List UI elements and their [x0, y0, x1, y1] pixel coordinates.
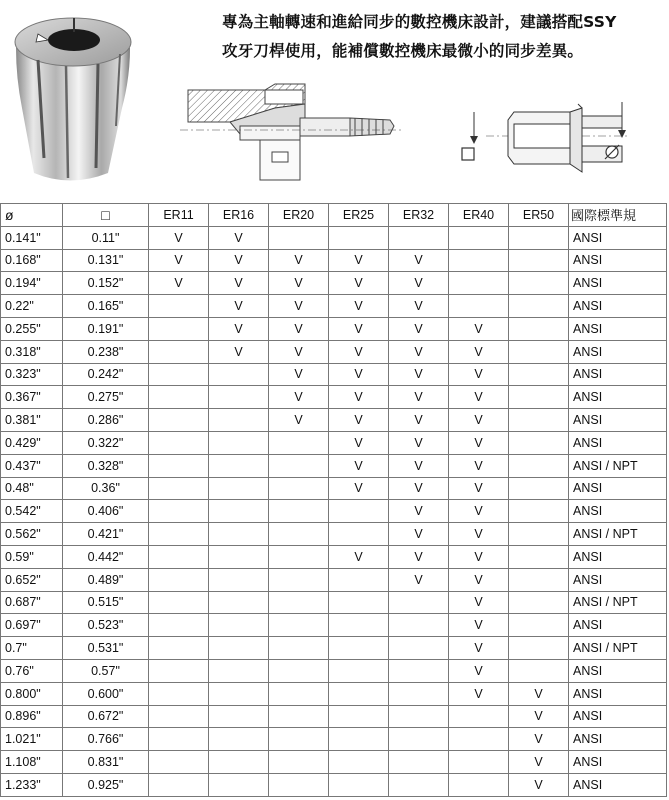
table-row: [1, 523, 667, 546]
table-row: [1, 614, 667, 637]
description-line-1: 專為主軸轉速和進給同步的數控機床設計，建議搭配SSY: [222, 13, 617, 31]
cell-er16-mark: [209, 363, 269, 386]
cell-er25-mark: V: [329, 454, 389, 477]
cell-diameter: 1.108": [1, 751, 63, 774]
cell-diameter: 0.194": [1, 272, 63, 295]
cell-er16-mark: [209, 568, 269, 591]
cell-square: 0.600": [63, 682, 149, 705]
cell-er32-mark: V: [389, 500, 449, 523]
cell-er11-mark: [149, 523, 209, 546]
cell-diameter: 1.233": [1, 773, 63, 796]
cell-er11-mark: [149, 340, 209, 363]
cell-er40-mark: V: [449, 500, 509, 523]
cell-er40-mark: [449, 295, 509, 318]
cell-er25-mark: [329, 659, 389, 682]
cell-diameter: 0.896": [1, 705, 63, 728]
cell-er25-mark: [329, 682, 389, 705]
cell-er32-mark: [389, 728, 449, 751]
cell-er16-mark: V: [209, 295, 269, 318]
cell-square: 0.57": [63, 659, 149, 682]
cell-er16-mark: [209, 523, 269, 546]
cell-er25-mark: [329, 568, 389, 591]
cell-er25-mark: [329, 637, 389, 660]
cell-standard: ANSI: [569, 249, 667, 272]
cell-er20-mark: [269, 431, 329, 454]
cell-er16-mark: [209, 751, 269, 774]
cell-diameter: 1.021": [1, 728, 63, 751]
cell-er20-mark: [269, 682, 329, 705]
collet-illustration: [8, 8, 138, 188]
cell-standard: ANSI: [569, 340, 667, 363]
table-row: [1, 386, 667, 409]
cell-er20-mark: V: [269, 295, 329, 318]
cell-er40-mark: [449, 705, 509, 728]
cell-er11-mark: V: [149, 272, 209, 295]
cell-standard: ANSI: [569, 272, 667, 295]
cell-square: 0.766": [63, 728, 149, 751]
cell-standard: ANSI: [569, 363, 667, 386]
cell-er40-mark: [449, 249, 509, 272]
cell-diameter: 0.697": [1, 614, 63, 637]
cell-standard: ANSI: [569, 659, 667, 682]
table-row: [1, 659, 667, 682]
cell-square: 0.442": [63, 545, 149, 568]
cell-er25-mark: V: [329, 295, 389, 318]
cell-square: 0.489": [63, 568, 149, 591]
cell-diameter: 0.48": [1, 477, 63, 500]
table-body: [1, 226, 667, 796]
cell-er20-mark: V: [269, 340, 329, 363]
cell-er11-mark: [149, 751, 209, 774]
cell-er40-mark: V: [449, 454, 509, 477]
cell-er20-mark: [269, 226, 329, 249]
cell-er11-mark: [149, 568, 209, 591]
cell-er20-mark: [269, 659, 329, 682]
cell-er50-mark: [509, 614, 569, 637]
cell-er20-mark: [269, 614, 329, 637]
cell-er50-mark: [509, 659, 569, 682]
cell-er20-mark: [269, 477, 329, 500]
cell-er40-mark: [449, 751, 509, 774]
cell-er11-mark: [149, 773, 209, 796]
table-row: [1, 226, 667, 249]
cell-er50-mark: V: [509, 682, 569, 705]
cell-er16-mark: V: [209, 317, 269, 340]
cell-er32-mark: V: [389, 477, 449, 500]
cell-er11-mark: V: [149, 249, 209, 272]
cell-standard: ANSI: [569, 317, 667, 340]
cell-er25-mark: V: [329, 272, 389, 295]
cell-diameter: 0.59": [1, 545, 63, 568]
cell-er11-mark: [149, 363, 209, 386]
table-row: [1, 272, 667, 295]
cell-er20-mark: [269, 545, 329, 568]
cell-er20-mark: V: [269, 317, 329, 340]
cell-standard: ANSI / NPT: [569, 454, 667, 477]
table-row: [1, 545, 667, 568]
cell-standard: ANSI / NPT: [569, 523, 667, 546]
table-row: [1, 705, 667, 728]
cell-er11-mark: [149, 295, 209, 318]
cell-er16-mark: [209, 614, 269, 637]
cell-standard: ANSI: [569, 773, 667, 796]
cell-square: 0.531": [63, 637, 149, 660]
cell-square: 0.152": [63, 272, 149, 295]
cell-er25-mark: [329, 500, 389, 523]
cell-er50-mark: [509, 431, 569, 454]
cell-er25-mark: V: [329, 431, 389, 454]
cell-er25-mark: [329, 523, 389, 546]
cell-er16-mark: [209, 477, 269, 500]
cell-er20-mark: V: [269, 363, 329, 386]
cell-square: 0.421": [63, 523, 149, 546]
cell-er50-mark: [509, 363, 569, 386]
cell-er11-mark: [149, 705, 209, 728]
cell-er40-mark: V: [449, 659, 509, 682]
cell-diameter: 0.141": [1, 226, 63, 249]
cell-diameter: 0.800": [1, 682, 63, 705]
cell-square: 0.672": [63, 705, 149, 728]
cell-er20-mark: [269, 773, 329, 796]
cell-diameter: 0.381": [1, 409, 63, 432]
cell-diameter: 0.429": [1, 431, 63, 454]
cell-er50-mark: [509, 295, 569, 318]
cell-er40-mark: V: [449, 340, 509, 363]
header-er11: ER11: [149, 204, 209, 227]
cell-er40-mark: V: [449, 317, 509, 340]
table-row: [1, 773, 667, 796]
cell-er25-mark: [329, 614, 389, 637]
cell-er40-mark: V: [449, 591, 509, 614]
cell-square: 0.328": [63, 454, 149, 477]
cell-square: 0.831": [63, 751, 149, 774]
cell-er40-mark: V: [449, 409, 509, 432]
cell-diameter: 0.437": [1, 454, 63, 477]
table-row: [1, 295, 667, 318]
cell-diameter: 0.542": [1, 500, 63, 523]
cell-er32-mark: V: [389, 249, 449, 272]
cell-square: 0.925": [63, 773, 149, 796]
cell-er50-mark: [509, 637, 569, 660]
cell-diameter: 0.76": [1, 659, 63, 682]
square-symbol-icon: [462, 148, 474, 160]
cell-diameter: 0.7": [1, 637, 63, 660]
cell-er11-mark: [149, 386, 209, 409]
cell-standard: ANSI: [569, 226, 667, 249]
cell-er50-mark: V: [509, 751, 569, 774]
cell-standard: ANSI: [569, 545, 667, 568]
cell-standard: ANSI: [569, 409, 667, 432]
cell-square: 0.286": [63, 409, 149, 432]
cell-er11-mark: [149, 637, 209, 660]
cell-standard: ANSI / NPT: [569, 637, 667, 660]
table-row: [1, 363, 667, 386]
cell-er20-mark: [269, 751, 329, 774]
cell-er11-mark: [149, 477, 209, 500]
cell-er50-mark: V: [509, 705, 569, 728]
cell-er50-mark: [509, 454, 569, 477]
cell-diameter: 0.318": [1, 340, 63, 363]
cell-er11-mark: [149, 659, 209, 682]
cell-square: 0.11": [63, 226, 149, 249]
table-row: [1, 431, 667, 454]
cell-er16-mark: V: [209, 340, 269, 363]
cell-standard: ANSI: [569, 705, 667, 728]
cell-er50-mark: [509, 409, 569, 432]
cell-er16-mark: [209, 659, 269, 682]
cell-er20-mark: V: [269, 249, 329, 272]
cell-er16-mark: [209, 454, 269, 477]
cell-er11-mark: V: [149, 226, 209, 249]
cell-standard: ANSI: [569, 295, 667, 318]
table-row: [1, 340, 667, 363]
cell-er11-mark: [149, 409, 209, 432]
cell-er32-mark: V: [389, 363, 449, 386]
table-row: [1, 568, 667, 591]
cell-er25-mark: [329, 705, 389, 728]
cell-er25-mark: V: [329, 317, 389, 340]
cell-er16-mark: V: [209, 226, 269, 249]
cell-er50-mark: [509, 545, 569, 568]
cell-er50-mark: [509, 340, 569, 363]
cell-er11-mark: [149, 500, 209, 523]
cell-er32-mark: [389, 682, 449, 705]
cell-standard: ANSI: [569, 751, 667, 774]
cell-er40-mark: V: [449, 386, 509, 409]
header-er25: ER25: [329, 204, 389, 227]
cell-er25-mark: [329, 591, 389, 614]
cell-er16-mark: [209, 386, 269, 409]
cell-er25-mark: V: [329, 340, 389, 363]
cell-er11-mark: [149, 614, 209, 637]
cell-er16-mark: [209, 545, 269, 568]
cell-er50-mark: V: [509, 728, 569, 751]
cell-er40-mark: V: [449, 363, 509, 386]
cell-standard: ANSI: [569, 728, 667, 751]
cell-diameter: 0.168": [1, 249, 63, 272]
cell-er25-mark: V: [329, 386, 389, 409]
cell-er32-mark: V: [389, 295, 449, 318]
cell-er16-mark: [209, 637, 269, 660]
cell-er16-mark: V: [209, 272, 269, 295]
table-row: [1, 249, 667, 272]
description-line-2: 攻牙刀桿使用，能補償數控機床最微小的同步差異。: [222, 42, 584, 60]
cell-er50-mark: [509, 500, 569, 523]
cell-er16-mark: [209, 773, 269, 796]
square-drive-drawing: [452, 102, 642, 187]
cell-er50-mark: [509, 226, 569, 249]
cell-er25-mark: V: [329, 545, 389, 568]
cell-er32-mark: V: [389, 545, 449, 568]
cell-square: 0.191": [63, 317, 149, 340]
cell-er20-mark: [269, 568, 329, 591]
cell-er40-mark: V: [449, 682, 509, 705]
cell-standard: ANSI: [569, 477, 667, 500]
cell-square: 0.131": [63, 249, 149, 272]
cell-square: 0.406": [63, 500, 149, 523]
cell-er40-mark: [449, 773, 509, 796]
cell-er11-mark: [149, 317, 209, 340]
cell-er50-mark: [509, 249, 569, 272]
cell-diameter: 0.652": [1, 568, 63, 591]
table-row: [1, 500, 667, 523]
cell-standard: ANSI: [569, 500, 667, 523]
table-row: [1, 728, 667, 751]
cell-er40-mark: [449, 226, 509, 249]
cell-er32-mark: V: [389, 340, 449, 363]
cell-er50-mark: [509, 591, 569, 614]
cell-er40-mark: V: [449, 523, 509, 546]
cell-er50-mark: [509, 317, 569, 340]
cell-er25-mark: V: [329, 477, 389, 500]
cell-er16-mark: V: [209, 249, 269, 272]
cell-er25-mark: [329, 751, 389, 774]
cell-er16-mark: [209, 591, 269, 614]
cell-er50-mark: V: [509, 773, 569, 796]
collet-size-table: [0, 203, 667, 797]
cell-er32-mark: [389, 226, 449, 249]
cell-er11-mark: [149, 454, 209, 477]
cell-er20-mark: V: [269, 272, 329, 295]
cell-er32-mark: V: [389, 454, 449, 477]
cell-er32-mark: [389, 705, 449, 728]
cell-diameter: 0.367": [1, 386, 63, 409]
header-square: □: [63, 204, 149, 227]
cell-er25-mark: V: [329, 409, 389, 432]
cell-er16-mark: [209, 409, 269, 432]
cell-er25-mark: V: [329, 363, 389, 386]
table-row: [1, 682, 667, 705]
cell-diameter: 0.687": [1, 591, 63, 614]
cell-standard: ANSI: [569, 431, 667, 454]
cell-er50-mark: [509, 523, 569, 546]
cell-square: 0.36": [63, 477, 149, 500]
cell-standard: ANSI: [569, 614, 667, 637]
cell-er25-mark: [329, 773, 389, 796]
cell-er25-mark: [329, 728, 389, 751]
cell-square: 0.275": [63, 386, 149, 409]
cell-er25-mark: V: [329, 249, 389, 272]
cell-er25-mark: [329, 226, 389, 249]
cell-er50-mark: [509, 568, 569, 591]
header-er20: ER20: [269, 204, 329, 227]
cell-er16-mark: [209, 500, 269, 523]
cell-er11-mark: [149, 545, 209, 568]
cell-er20-mark: [269, 454, 329, 477]
cell-er20-mark: [269, 705, 329, 728]
cell-standard: ANSI: [569, 682, 667, 705]
cell-diameter: 0.323": [1, 363, 63, 386]
header-er16: ER16: [209, 204, 269, 227]
header-er40: ER40: [449, 204, 509, 227]
cell-er16-mark: [209, 682, 269, 705]
cell-er20-mark: [269, 523, 329, 546]
cell-er32-mark: V: [389, 386, 449, 409]
cell-er32-mark: [389, 614, 449, 637]
cell-er32-mark: [389, 591, 449, 614]
cell-er32-mark: V: [389, 431, 449, 454]
cell-er40-mark: V: [449, 614, 509, 637]
cell-er40-mark: V: [449, 477, 509, 500]
cell-er40-mark: V: [449, 545, 509, 568]
table-header-row: [1, 204, 667, 227]
cell-er11-mark: [149, 682, 209, 705]
cell-er11-mark: [149, 431, 209, 454]
cell-er11-mark: [149, 591, 209, 614]
cell-square: 0.165": [63, 295, 149, 318]
cell-standard: ANSI: [569, 568, 667, 591]
cell-er20-mark: V: [269, 409, 329, 432]
cell-square: 0.322": [63, 431, 149, 454]
table-row: [1, 409, 667, 432]
cell-standard: ANSI / NPT: [569, 591, 667, 614]
cell-square: 0.515": [63, 591, 149, 614]
cell-er32-mark: [389, 659, 449, 682]
cell-er20-mark: [269, 637, 329, 660]
cell-er11-mark: [149, 728, 209, 751]
cell-er20-mark: [269, 728, 329, 751]
table-row: [1, 591, 667, 614]
header-er32: ER32: [389, 204, 449, 227]
cell-er40-mark: V: [449, 637, 509, 660]
header-standard: 國際標準規: [569, 204, 667, 227]
cell-er40-mark: V: [449, 568, 509, 591]
cell-er32-mark: V: [389, 272, 449, 295]
cell-er32-mark: V: [389, 523, 449, 546]
cell-diameter: 0.562": [1, 523, 63, 546]
cell-er20-mark: [269, 591, 329, 614]
cell-er16-mark: [209, 431, 269, 454]
table-row: [1, 454, 667, 477]
cell-square: 0.238": [63, 340, 149, 363]
cell-er20-mark: V: [269, 386, 329, 409]
cell-diameter: 0.255": [1, 317, 63, 340]
cell-er50-mark: [509, 477, 569, 500]
cell-er32-mark: V: [389, 317, 449, 340]
cell-er32-mark: [389, 773, 449, 796]
header-section: [0, 0, 669, 200]
cell-diameter: 0.22": [1, 295, 63, 318]
cell-er40-mark: [449, 272, 509, 295]
cell-er20-mark: [269, 500, 329, 523]
cell-er32-mark: [389, 637, 449, 660]
cell-er32-mark: V: [389, 568, 449, 591]
holder-cross-section-drawing: [180, 82, 405, 187]
cell-er16-mark: [209, 705, 269, 728]
cell-er40-mark: V: [449, 431, 509, 454]
cell-er50-mark: [509, 272, 569, 295]
table-row: [1, 637, 667, 660]
header-er50: ER50: [509, 204, 569, 227]
cell-er32-mark: V: [389, 409, 449, 432]
header-diameter: ø: [1, 204, 63, 227]
product-description: [222, 8, 662, 66]
cell-er16-mark: [209, 728, 269, 751]
table-row: [1, 751, 667, 774]
cell-er50-mark: [509, 386, 569, 409]
table-row: [1, 477, 667, 500]
cell-er32-mark: [389, 751, 449, 774]
cell-er40-mark: [449, 728, 509, 751]
table-row: [1, 317, 667, 340]
cell-standard: ANSI: [569, 386, 667, 409]
cell-square: 0.523": [63, 614, 149, 637]
cell-square: 0.242": [63, 363, 149, 386]
